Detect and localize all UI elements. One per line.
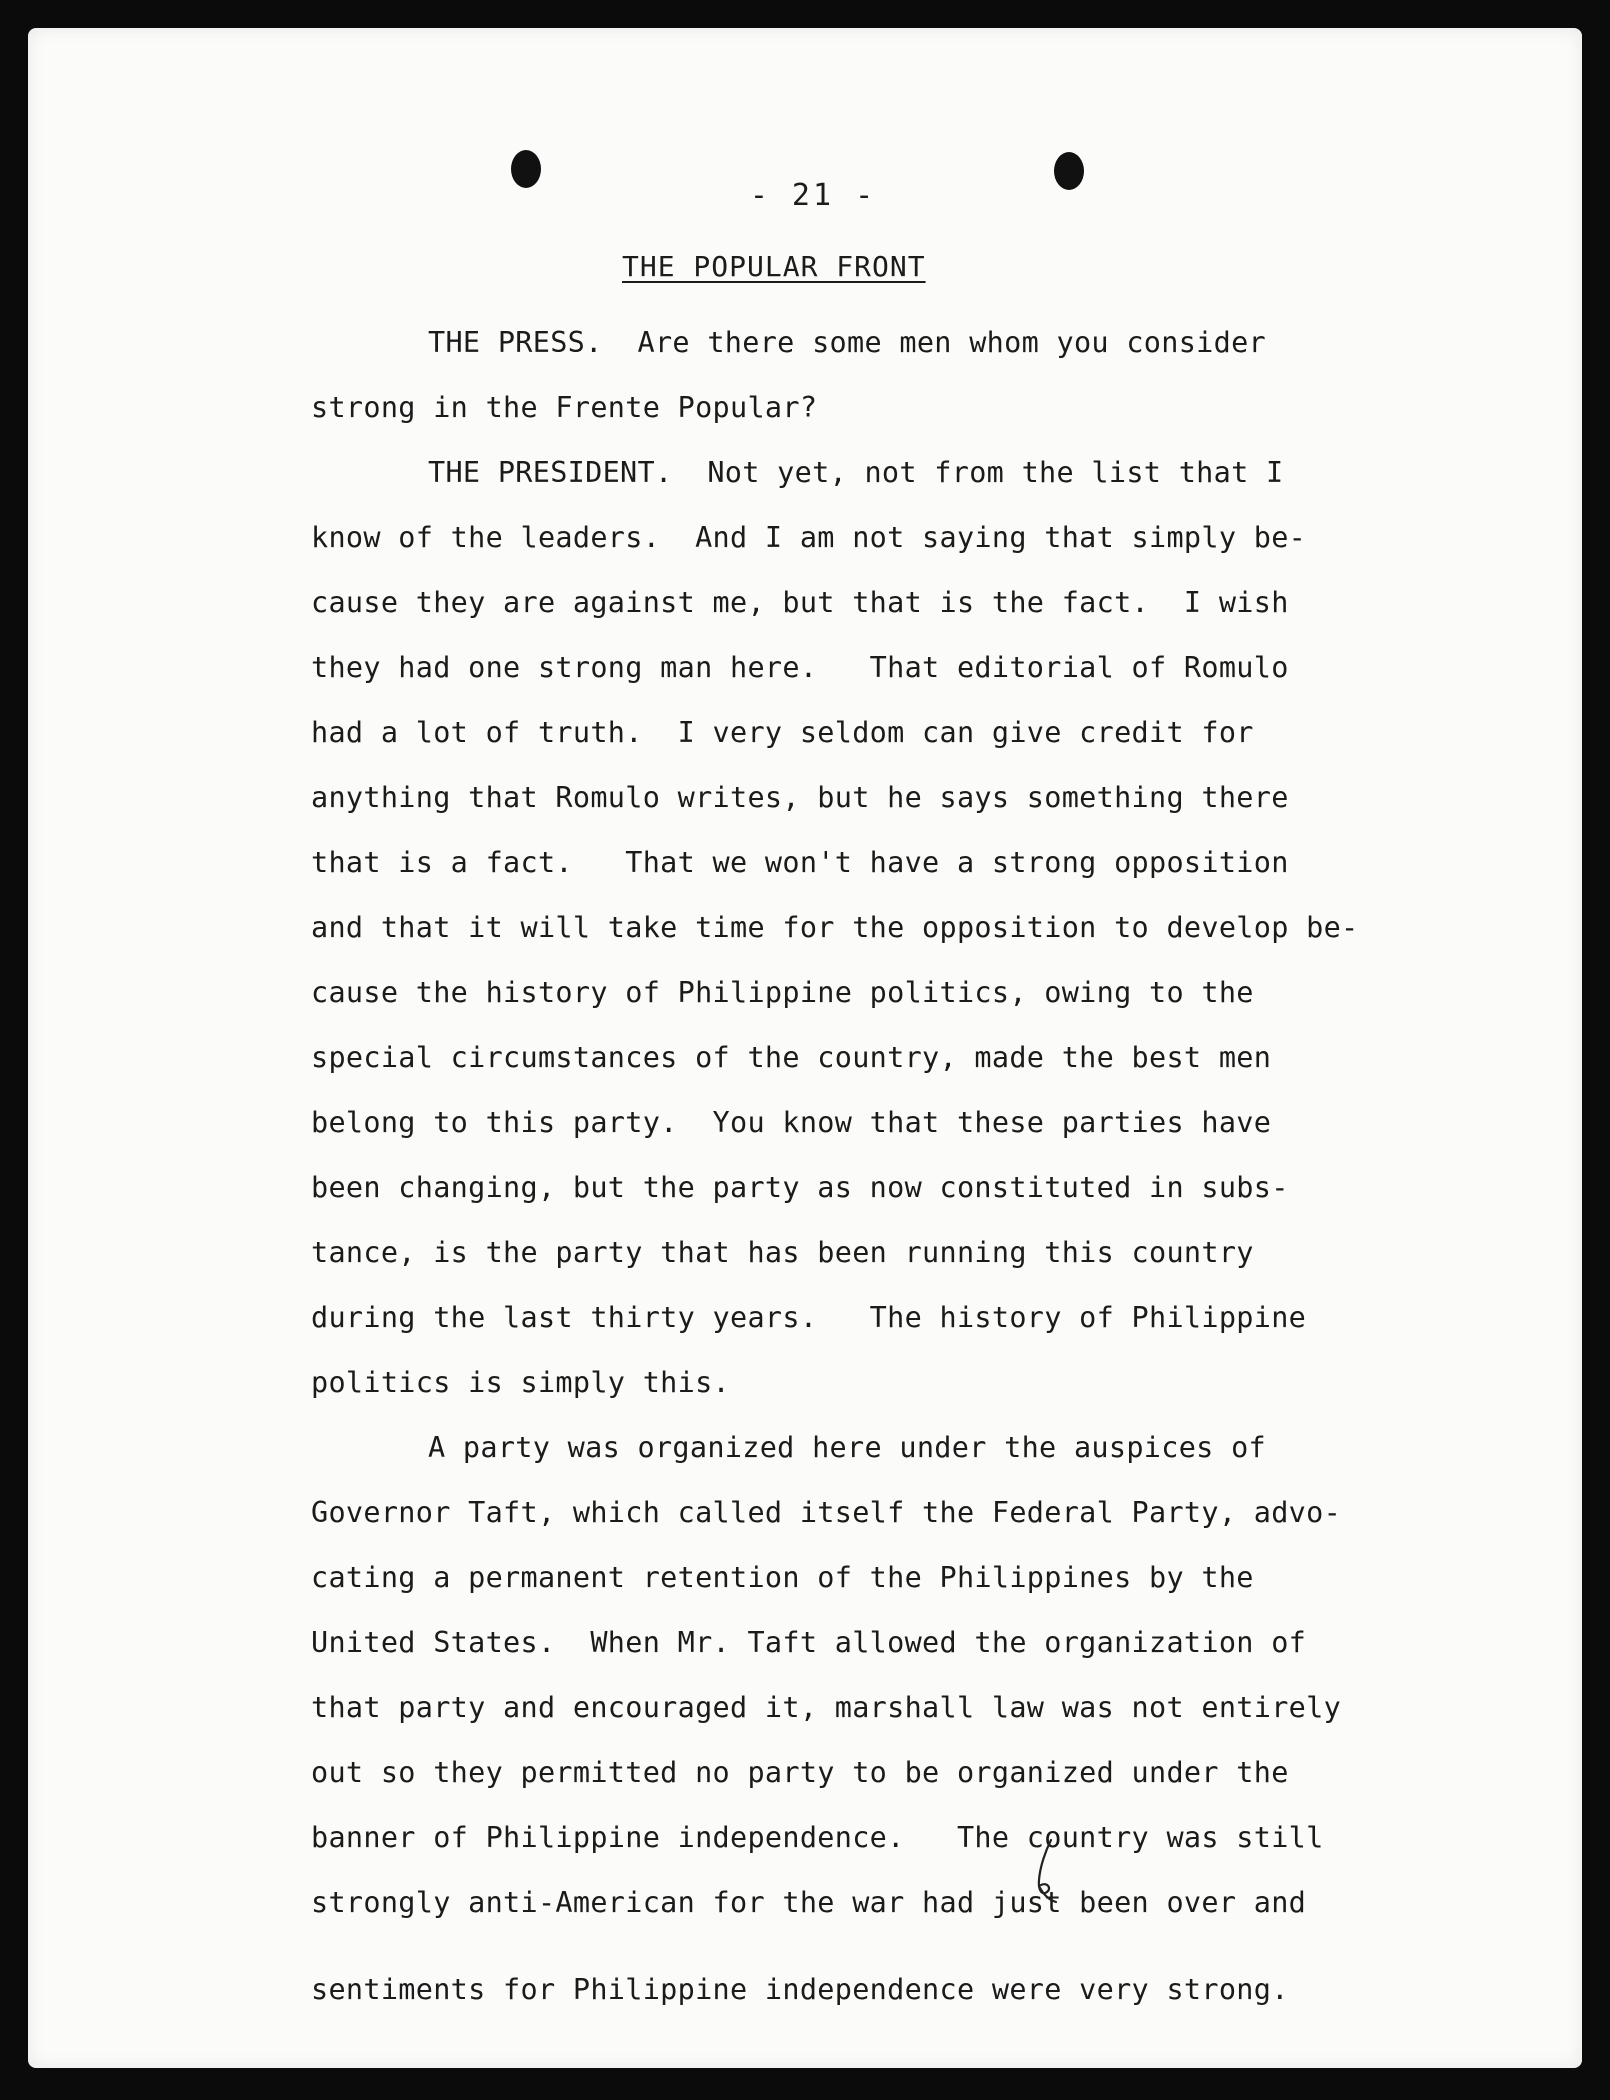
document-page (28, 28, 1582, 2068)
punch-hole-left (511, 150, 541, 188)
text-line: sentiments for Philippine independence were very strong. (311, 1973, 1289, 2006)
text-line: banner of Philippine independence. The country was still (311, 1821, 1324, 1854)
text-line: and that it will take time for the opposition to develop be- (311, 911, 1359, 944)
text-line: know of the leaders. And I am not saying that simply be- (311, 521, 1307, 554)
text-line: anything that Romulo writes, but he says something there (311, 781, 1289, 814)
text-line: been changing, but the party as now constituted in subs- (311, 1171, 1289, 1204)
text-line: cause they are against me, but that is the fact. I wish (311, 586, 1289, 619)
text-line: tance, is the party that has been running this country (311, 1236, 1254, 1269)
body-text (311, 310, 1491, 2022)
text-line: strong in the Frente Popular? (311, 391, 818, 424)
text-line: had a lot of truth. I very seldom can give credit for (311, 716, 1254, 749)
text-line: special circumstances of the country, made the best men (311, 1041, 1272, 1074)
text-line: out so they permitted no party to be organized under the (311, 1756, 1289, 1789)
text-line: A party was organized here under the auspices of (428, 1431, 1267, 1464)
text-line: during the last thirty years. The history of Philippine (311, 1301, 1307, 1334)
text-line: politics is simply this. (311, 1366, 731, 1399)
page-number: - 21 - (749, 178, 877, 213)
text-line: United States. When Mr. Taft allowed the organization of (311, 1626, 1307, 1659)
section-title: THE POPULAR FRONT (622, 250, 926, 283)
text-line: THE PRESIDENT. Not yet, not from the list that I (428, 456, 1284, 489)
text-line: cating a permanent retention of the Philippines by the (311, 1561, 1254, 1594)
text-line: Governor Taft, which called itself the Federal Party, advo- (311, 1496, 1342, 1529)
text-line: belong to this party. You know that these parties have (311, 1106, 1272, 1139)
punch-hole-right (1054, 152, 1084, 190)
text-line: that party and encouraged it, marshall law was not entirely (311, 1691, 1342, 1724)
text-line: cause the history of Philippine politics, owing to the (311, 976, 1254, 1009)
text-line: that is a fact. That we won't have a strong opposition (311, 846, 1289, 879)
handwritten-correction-mark (1031, 1838, 1061, 1904)
text-line: they had one strong man here. That editorial of Romulo (311, 651, 1289, 684)
text-line: THE PRESS. Are there some men whom you consider (428, 326, 1267, 359)
text-line: strongly anti-American for the war had just been over and (311, 1886, 1307, 1919)
